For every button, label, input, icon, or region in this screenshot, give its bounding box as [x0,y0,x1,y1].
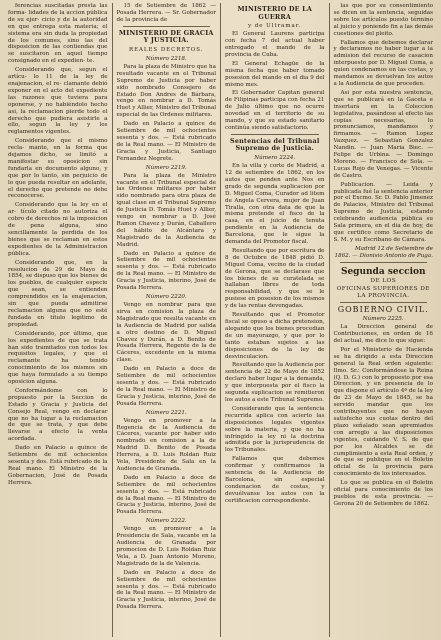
paragraph: El General Echagüe de la misma fecha que haber tomado posesion del mando en el dia 9 del mismo mes. [225,60,325,88]
divider [231,134,319,135]
entry-number: Número 2224. [254,155,296,162]
entry-number: Número 2218. [145,55,187,62]
entry-signature: Dado en Palacio a doce de Setiembre de mil ochocientos sesenta y dos. — Está rubricado de la Real mano. — El Ministro de Gracia y Justicia, interino, José de Posada Herrera. [116,366,216,407]
publication-note: Publicacion. — Leida y publicada fué la sentencia anterior por el Excmo. Sr. D. Pablo Jimenez de Palacios, Ministro del Tribunal Supremo de Justicia, estando celebrando audiencia pública su Sala primera, en el dia de hoy, de que certifico como Secretario de S. M. y su Escribano de Cámara. [333,181,433,243]
paragraph: ferencias suscitadas presta las forma- lidades de la accion pública de su ejer- cicio y de la autoridad en que entrega esta materia; el sistema era sin duda la propiedad de los comunes, sino las del disposicion de las contiendas que se suscitaron en aquel tiempo consignado en el expedien- te. [8,3,108,65]
entry-number: Número 2225. [362,316,404,323]
paragraph: Resultando que el Promotor fiscal se opuso a dicha pretension, alegando que los bienes procedian de un mayorazgo, y que por lo tanto estaban sujetos a las disposiciones de la ley de desvinculacion. [225,312,325,360]
entry-number: Número 2219. [145,164,187,171]
entry-number: Número 2220. [145,294,187,300]
paragraph: Considerando que la sentencia recurrida aplica con acierto las disposiciones legales vigentes sobre la materia, y que no ha infringido la ley ni la doctrina admitida por la jurisprudencia de los Tribunales. [225,405,325,454]
entry-signature: Dado en Palacio a quince de Setiembre de mil ochocientos sesenta y dos. — Está rubricado de la Real mano. — El Ministro de Gracia y Justicia, interino, José de Posada Herrera. [116,250,216,292]
paragraph: Fallamos que debemos confirmar y confirmamos la sentencia de la Audiencia de Barcelona, sin especial condenacion de costas, y devuélvanse los autos con la certificacion correspondiente. [225,456,325,504]
section-subtitle: DE LOS [370,277,397,284]
divider [340,262,428,263]
paragraph: Fallamos que debemos declarar y declaramos no haber lugar a la admision del recurso de casacion interpuesto por D. Miguel Coma, a quien condenamos en las costas, y mandamos se devuelvan los autos a la Audiencia de que proceden. [333,39,433,87]
paragraph: Resultando que la Audiencia por sentencia de 22 de Mayo de 1852 declaró haber lugar a la demanda, y que interpuesta por el fisco la segunda suplicacion se remitieron los autos a este Tribunal Supremo. [225,362,325,403]
section-name: OFICINAS SUPERIORES DE LA PROVINCIA. [336,285,430,300]
government-title: GOBIERNO CIVIL. [337,305,429,315]
paragraph: Conformándome con lo propuesto por la Seccion de Estado y Gracia y Justicia del Consejo Real, vengo en declarar que no ha lugar a la reclamacion de que se trata, y que debe llevarse a efecto la venta acordada. [8,387,108,443]
paragraph: Asi por esta nuestra sentencia, que se publicará en la Gaceta e insertará en la Coleccion legislativa, pasándose al efecto las copias necesarias, lo pronunciamos, mandamos y firmamos. — Ramon Lopez Vazquez. — Sebastian Gonzalez Nandin. — Juan Maria Biec. — Felipe de Urbina. — Domingo Moreno. — Francisco de Sola. — Lucas Rojo de Venegas. — Vicente de Castro. [333,89,433,179]
paragraph: Resultando que por escritura de 8 de Octubre de 1848 pidió D. Miguel Coma, vecino de la ciudad de Gerona, que se declarase que los bienes de su curatelada se hallaban libres de toda responsabilidad, y que se le pusiese en posesion de los mismos y de las rentas devengadas. [225,247,325,310]
section-header: Sentencias del Tribunal Supremo de Justicia. [230,136,320,153]
paragraph: Considerando que la ley en el ar- tículo citado no autoriza el cobro de derechos ni la imposicion de pena alguna, sino sencillamente la perdida de los bienes que se reclaman en estos expedientes de la Administracion pública. [8,202,108,257]
paragraph: las que por su consentimiento se dicen en la sentencia, seguidas sobre los artículos puesto término al juicio y poniendo fin a las demás cuestiones del pleito. [333,3,433,37]
top-line: 15 de Setiembre de 1862 — Posada Herrera. — Sr. Gobernador de la provincia de [116,3,216,23]
place-date: Madrid 12 de Setiembre de 1862. — Dionisio Antonio de Puga. [334,245,433,259]
paragraph: Considerando, por último, que los expedientes de que se trata han sido tramitados con todos los requisitos legales, y que el reclamante ha tenido conocimiento de los mismos sin que haya formulado a su tiempo oposicion alguna. [8,330,108,386]
column-4 [330,3,438,637]
paragraph: El Gobernador Capitan general de Filipinas participa con fecha 21 de Julio último que no ocurre novedad en el territorio de su mando, y que su estado sanitario continúa siendo satisfactorio. [225,90,325,131]
paragraph: Por el Ministerio de Hacienda se ha dirigido a esta Direccion general la Real orden siguiente: Ilmo. Sr.: Conformándose la Reina (Q. D. G.) con lo propuesto por esa Direccion, y en presencia de lo que dispone el artículo 4º de la ley de 23 de Mayo de 1845, se ha servido mandar que los contribuyentes que no hayan satisfecho sus cuotas dentro del plazo señalado sean apremiados con arreglo a las disposiciones vigentes, cuidando V. S. de que por los Alcaldes se dé cumplimiento a esta Real orden, y de que se publique en el Boletin oficial de la provincia para conocimiento de los interesados. [333,346,433,478]
entry-signature: Dado en Palacio a doce de Setiembre de mil ochocientos sesenta y dos. — Está rubricado de la Real mano. — El Ministro de Gracia y Justicia, interino, José de Posada Herrera. [116,569,216,611]
entry-text: Vengo en promover a la Presidencia de Sala, vacante en la Audiencia de Granada por promocion de D. Luis Roldan Ruiz Vela, a D. Juan Antonio Moreno, Magistrado de la de Valencia. [116,526,216,567]
paragraph: Considerando que el mismo recla- mante, en la forma que dejamos dicho, se limitó a manifestar su oposicion sin fundarla en documento alguno, y que por lo tanto, sin perjuicio de lo que pueda resultar en adelante, el derecho que pretende no debe reconocerse. [8,138,108,200]
paragraph: Considerando que, segun el artícu- lo 11 de la ley de enajenacion, el re- clamante debió exponer en el acto del expediente las razones que tuviera para oponerse, y no habiéndolo hecho asi, la reclamacion pierde todo el derecho que pudiera asistirle a ello, segun la ley y los reglamentos vigentes. [8,67,108,136]
paragraph: Considerando que, en la resolucion de 29 de Mayo de 1854, se dispuso que los bienes de los pueblos, de cualquier especie que sean, se entienden comprendidos en la enajenacion, sin que pueda admitirse reclamacion alguna que no esté fundada en título legítimo de propiedad. [8,259,108,328]
divider [123,26,211,27]
section-title: Segunda seccion [340,266,426,277]
paragraph: Lo que se publica en el Boletin oficial para conocimiento de los pueblos de esta provincia. — Gerona 20 de Setiembre de 1862. [333,480,433,507]
entry-number: Número 2222. [145,518,187,525]
columns [4,3,437,637]
entry-text: Vengo en nombrar para que sirva en comision la plaza de Magistrado que resulta vacante en la Audiencia de Madrid por salida a otro destino de D. Miguel Chavez y Durán, a D. Benito de Posada Herrera, Regente de la de Cáceres, excedente en la misma clase. [116,302,216,364]
entry-signature: Dado en Palacio a doce de Setiembre de mil ochocientos sesenta y dos. — Está rubricado de la Real mano. — El Ministro de Gracia y Justicia, interino, José de Posada Herrera. [116,474,216,516]
paragraph: Dado en Palacio a quince de Setiembre de mil ochocientos sesenta y dos. Está rubricado de la Real mano. El Ministro de la Gobernacion, José de Posada Herrera. [8,445,108,486]
entry-number: Número 2221. [145,409,187,416]
column-3 [221,3,330,637]
section-header: MINISTERIO DE GRACIA Y JUSTICIA. [118,28,214,45]
paragraph: La Direccion general de Contribuciones, en orden de 16 del actual, me dice lo que sigue: [333,324,433,345]
column-1 [4,3,113,637]
section-header: MINISTERIO DE LA GUERRA [237,5,313,21]
entry-text: Para la plaza de Ministro que ha resultado vacante en el Tribunal Supremo de Justicia por haber sido nombrado Consejero de Estado Don Andres de Bárbara, vengo en nombrar a D. Tomás Huet y Allier, Ministro del Tribunal especial de las Ordenes militares. [116,63,216,119]
paragraph: En la villa y corte de Madrid, a 12 de setiembre de 1862, en los autos que penden ante Nos en grado de segunda suplicacion por D. Miguel Coma, Curador ad litem de Angela Cervera, mujer de Juan Tiralla, con otra data de que la misma pretende el fisco de la casa, en el juicio de tenuta pendiente en la Audiencia de Barcelona, que le sigue la demanda del Promotor fiscal. [225,163,325,246]
entry-text: Para la plaza de Ministro vacante en el Tribunal especial de las Ordenes militares por haber sido nombrado para otra plaza de igual clase en el Tribunal Supremo de Justicia D. Tomás Huet y Allier, vengo en nombrar a D. José Ramon Chavez y Durán, Caballero del hábito de Alcántara y Magistrado de la Audiencia de Madrid. [116,172,216,248]
section-subheader: y de Ultramar. [248,23,302,30]
entry-text: Vengo en promover a la Regencia de la Audiencia de Cáceres, vacante por haber sido nombrado en comision a la de Madrid D. Benito de Posada Herrera, a D. Luis Roldan Ruiz Vela, Presidente de Sala en la Audiencia de Granada. [116,417,216,472]
entry-signature: Dado en Palacio a quince de Setiembre de mil ochocientos sesenta y dos. — Está rubricado de la Real mano. — El Ministro de Gracia y Justicia, Santiago Fernandez Negrete. [116,121,216,162]
section-subheader: REALES DECRETOS. [129,46,204,53]
column-2 [113,3,222,637]
paragraph: El General Laurens participa con fecha 7 del actual haber entregado el mando de la provincia de Cuba. [225,31,325,58]
divider [340,302,428,303]
